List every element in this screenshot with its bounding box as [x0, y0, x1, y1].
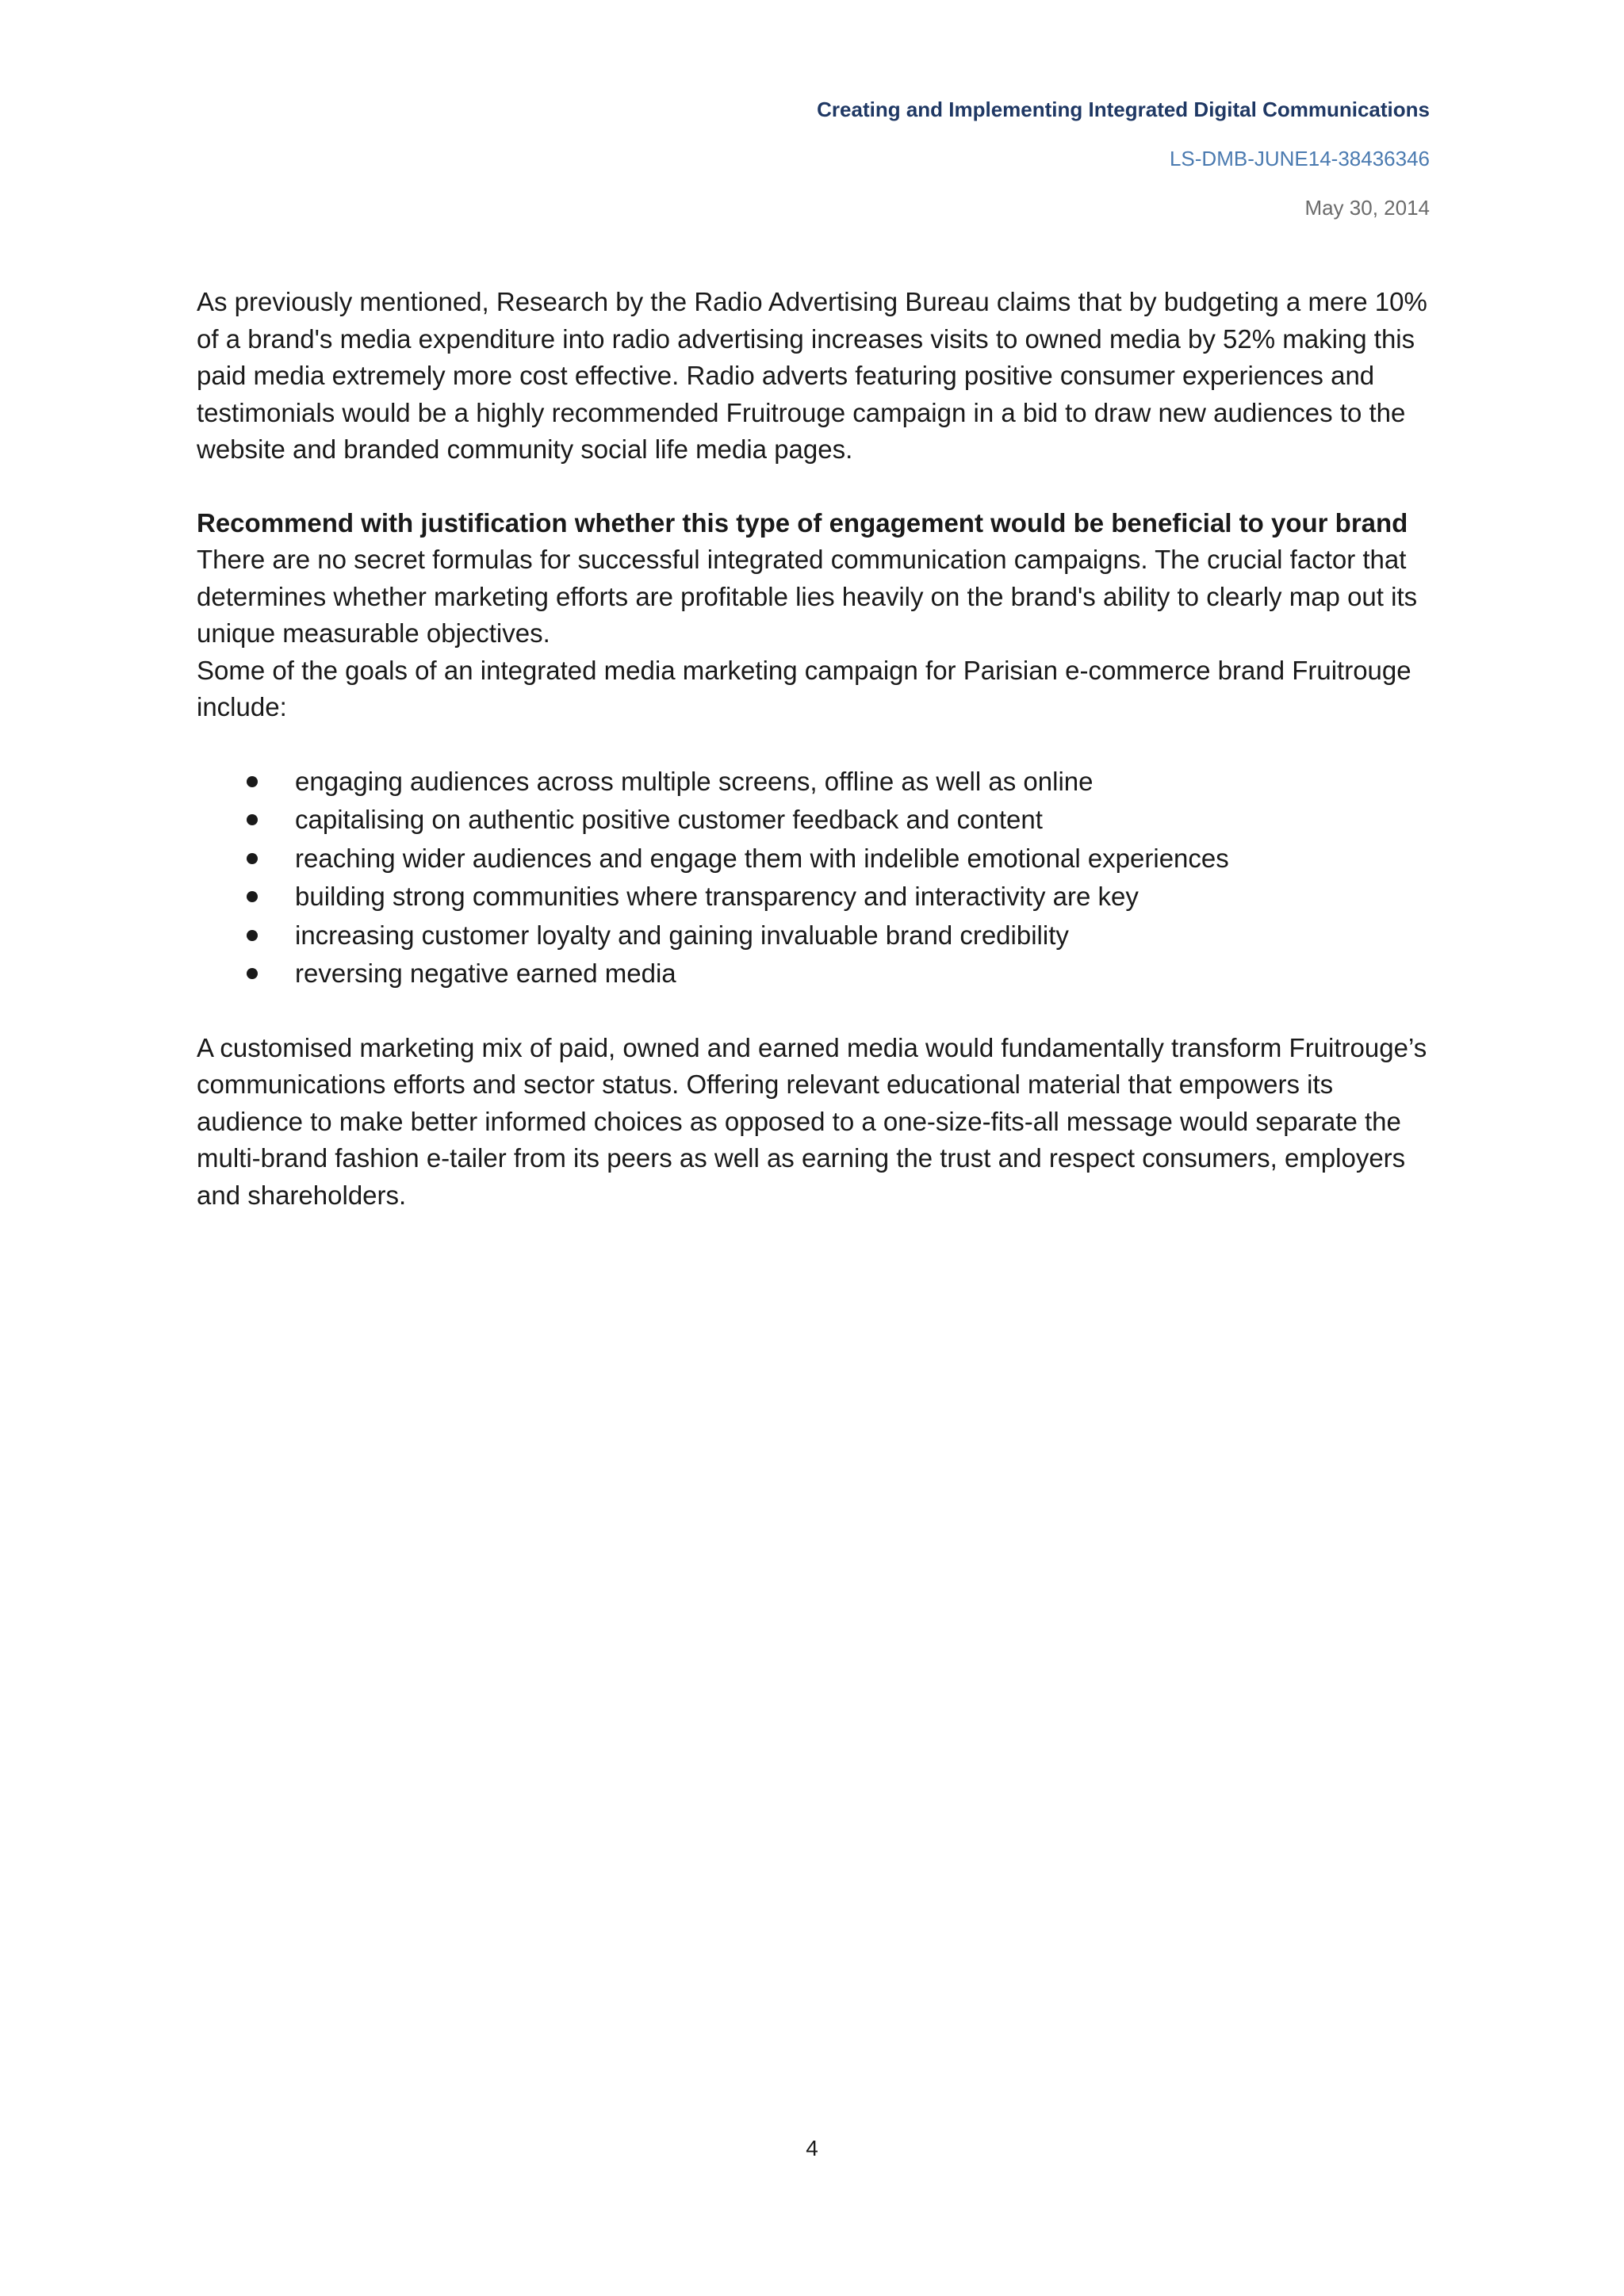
paragraph-spacer [197, 726, 1434, 763]
list-item [197, 916, 1434, 955]
list-item-text: reaching wider audiences and engage them with indelible emotional experiences [295, 843, 1229, 873]
paragraph-campaign-goals-intro: Some of the goals of an integrated media marketing campaign for Parisian e-commerce brand Fruitrouge include: [197, 655, 1411, 721]
bullet-dot-icon [247, 930, 258, 941]
bullet-dot-icon [247, 968, 258, 979]
header-date: May 30, 2014 [1304, 196, 1430, 220]
page-number: 4 [806, 2136, 818, 2160]
list-item-text: building strong communities where transparency and interactivity are key [295, 882, 1139, 911]
bullet-dot-icon [247, 814, 258, 825]
bullet-dot-icon [247, 891, 258, 902]
list-item-text: increasing customer loyalty and gaining invaluable brand credibility [295, 920, 1069, 950]
bullet-dot-icon [247, 853, 258, 864]
body-content [197, 284, 1434, 1214]
section-heading: Recommend with justification whether this type of engagement would be beneficial to your brand [197, 507, 1408, 538]
list-item-text: capitalising on authentic positive customer feedback and content [295, 805, 1043, 834]
paragraph-spacer [197, 469, 1434, 505]
paragraph-radio-advertising: As previously mentioned, Research by the Radio Advertising Bureau claims that by budgeting a mere 10% of a brand's media expenditure into radio advertising increases visits to owned media by 52% making this paid media extremely more cost effective. Radio adverts featuring positive consumer experiences and testimonials would be a highly recommended Fruitrouge campaign in a bid to draw new audiences to the website and branded community social life media pages. [197, 287, 1427, 464]
list-item [197, 763, 1434, 802]
list-item [197, 878, 1434, 916]
paragraph-spacer [197, 993, 1434, 1030]
list-item [197, 955, 1434, 993]
paragraph-marketing-mix: A customised marketing mix of paid, owned and earned media would fundamentally transform Fruitrouge’s communications efforts and sector status. Offering relevant educational material that empowers its audience to make better informed choices as opposed to a one-size-fits-all message would separate the multi-brand fashion e-tailer from its peers as well as earning the trust and respect consumers, employers and shareholders. [197, 1032, 1427, 1210]
goals-bullet-list [197, 763, 1434, 993]
list-item-text: engaging audiences across multiple screens, offline as well as online [295, 766, 1094, 796]
list-item [197, 840, 1434, 878]
paragraph-no-secret-formulas: There are no secret formulas for successful integrated communication campaigns. The crucial factor that determines whether marketing efforts are profitable lies heavily on the brand's ability to clearly map out its unique measurable objectives. [197, 545, 1418, 648]
header-document-code: LS-DMB-JUNE14-38436346 [1169, 147, 1430, 170]
bullet-dot-icon [247, 776, 258, 787]
header-title: Creating and Implementing Integrated Digital Communications [817, 98, 1430, 121]
list-item-text: reversing negative earned media [295, 959, 676, 988]
list-item [197, 801, 1434, 840]
page-header [478, 94, 1430, 224]
